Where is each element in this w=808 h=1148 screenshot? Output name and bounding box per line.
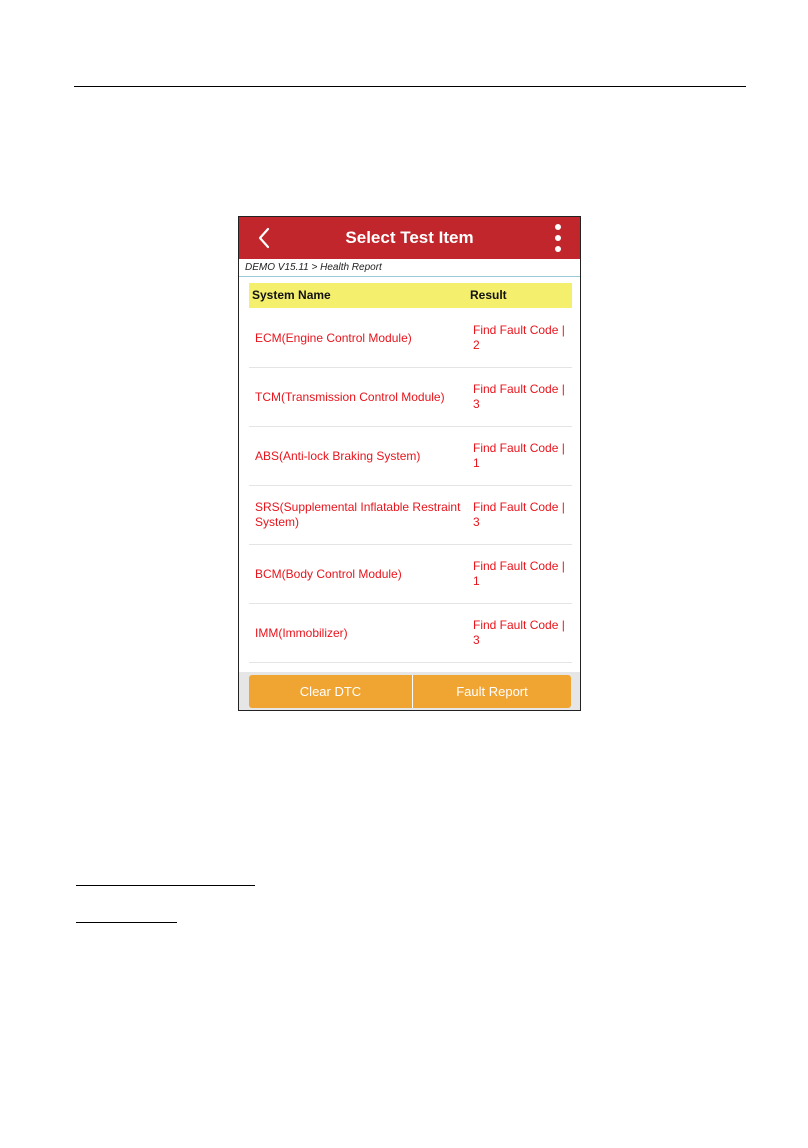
- result-count: 3: [473, 515, 480, 529]
- title-bar: [239, 217, 580, 259]
- breadcrumb: DEMO V15.11 > Health Report: [239, 259, 580, 277]
- page-title: Select Test Item: [345, 228, 474, 247]
- table-row[interactable]: [249, 368, 572, 427]
- chevron-left-icon: [257, 227, 271, 249]
- result-label: Find Fault Code |: [473, 618, 565, 632]
- result-count: 3: [473, 397, 480, 411]
- result-count: 3: [473, 633, 480, 647]
- system-name: SRS(Supplemental Inflatable Restraint System): [255, 500, 461, 529]
- result-count: 2: [473, 338, 480, 352]
- back-button[interactable]: [249, 223, 279, 253]
- table-row[interactable]: [249, 545, 572, 604]
- clear-dtc-button[interactable]: Clear DTC: [249, 675, 412, 708]
- result-label: Find Fault Code |: [473, 441, 565, 455]
- column-header-result: Result: [470, 288, 507, 302]
- underline-rule: [76, 885, 255, 886]
- bottom-action-bar: [239, 672, 580, 710]
- result-cell: [473, 618, 569, 648]
- result-label: Find Fault Code |: [473, 323, 565, 337]
- result-cell: [473, 323, 569, 353]
- more-vertical-icon: [554, 223, 562, 253]
- column-header-system-name: System Name: [252, 288, 331, 302]
- system-name: IMM(Immobilizer): [255, 625, 348, 640]
- page-header-rule: [74, 86, 746, 87]
- table-header: [249, 283, 572, 308]
- system-name: ECM(Engine Control Module): [255, 330, 412, 345]
- result-label: Find Fault Code |: [473, 559, 565, 573]
- underline-rule: [76, 922, 177, 923]
- system-list: [249, 309, 572, 663]
- system-name: ABS(Anti-lock Braking System): [255, 448, 421, 463]
- system-name: BCM(Body Control Module): [255, 566, 402, 581]
- result-count: 1: [473, 574, 480, 588]
- result-label: Find Fault Code |: [473, 500, 565, 514]
- result-cell: [473, 441, 569, 471]
- table-row[interactable]: [249, 486, 572, 545]
- table-row[interactable]: [249, 604, 572, 663]
- device-screen: [238, 216, 581, 711]
- result-cell: [473, 559, 569, 589]
- fault-report-button[interactable]: Fault Report: [413, 675, 571, 708]
- result-cell: [473, 382, 569, 412]
- table-row[interactable]: [249, 309, 572, 368]
- result-cell: [473, 500, 569, 530]
- more-menu-button[interactable]: [544, 221, 572, 255]
- system-name: TCM(Transmission Control Module): [255, 389, 445, 404]
- table-row[interactable]: [249, 427, 572, 486]
- result-label: Find Fault Code |: [473, 382, 565, 396]
- result-count: 1: [473, 456, 480, 470]
